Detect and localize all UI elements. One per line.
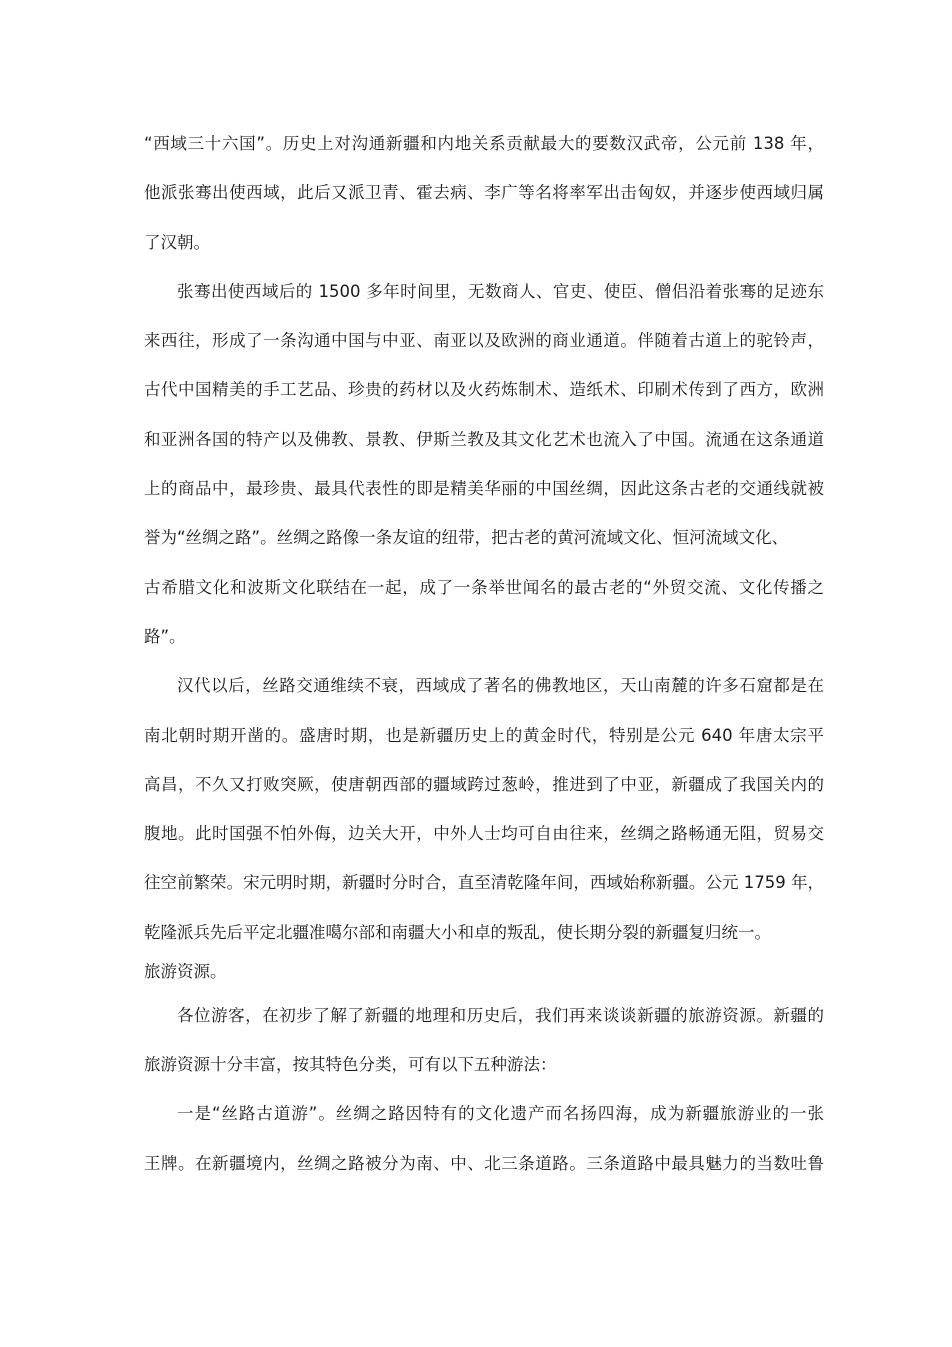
document-body [144,126,824,1195]
text-line: 了汉朝。 [144,232,210,252]
paragraph [144,998,824,1097]
paragraph [144,274,824,668]
text-line: 汉代以后，丝路交通维续不衰，西域成了著名的佛教地区，天山南麓的许多石窟都是在 [177,676,824,696]
text-line: 往空前繁荣。宋元明时期，新疆时分时合，直至清乾隆年间，西域始称新疆。公元 1759 年， [144,873,824,893]
text-line: 路”。 [144,626,186,646]
text-line: 各位游客，在初步了解了新疆的地理和历史后，我们再来谈谈新疆的旅游资源。新疆的 [177,1005,824,1025]
section-heading: 旅游资源。 [144,961,227,981]
text-line: “西域三十六国”。历史上对沟通新疆和内地关系贡献最大的要数汉武帝，公元前 138 年， [144,134,824,153]
text-line: 誉为“丝绸之路”。丝绸之路像一条友谊的纽带，把古老的黄河流域文化、恒河流域文化、 [144,528,789,548]
text-line: 高昌，不久又打败突厥，使唐朝西部的疆域跨过葱岭，推进到了中亚，新疆成了我国关内的 [144,774,824,794]
paragraph [144,1096,824,1195]
paragraph [144,954,824,998]
text-line: 张骞出使西域后的 1500 多年时间里，无数商人、官吏、使臣、僧侣沿着张骞的足迹东 [177,281,824,301]
paragraph [144,126,824,274]
text-line: 一是“丝路古道游”。丝绸之路因特有的文化遗产而名扬四海，成为新疆旅游业的一张 [177,1104,824,1124]
text-line: 古希腊文化和波斯文化联结在一起，成了一条举世闻名的最古老的“外贸交流、文化传播之 [144,577,824,597]
text-line: 旅游资源十分丰富，按其特色分类，可有以下五种游法： [144,1055,557,1075]
text-line: 和亚洲各国的特产以及佛教、景教、伊斯兰教及其文化艺术也流入了中国。流通在这条通道 [144,429,824,449]
text-line: 上的商品中，最珍贵、最具代表性的即是精美华丽的中国丝绸，因此这条古老的交通线就被 [144,479,824,499]
text-line: 来西往，形成了一条沟通中国与中亚、南亚以及欧洲的商业通道。伴随着古道上的驼铃声， [144,331,824,351]
text-line: 南北朝时期开凿的。盛唐时期，也是新疆历史上的黄金时代，特别是公元 640 年唐太宗平 [144,725,824,745]
text-line: 他派张骞出使西域，此后又派卫青、霍去病、李广等名将率军出击匈奴，并逐步使西域归属 [144,183,824,203]
text-line: 古代中国精美的手工艺品、珍贵的药材以及火药炼制术、造纸术、印刷术传到了西方，欧洲 [144,380,824,400]
text-line: 王牌。在新疆境内，丝绸之路被分为南、中、北三条道路。三条道路中最具魅力的当数吐鲁 [144,1153,824,1173]
paragraph [144,668,824,953]
text-line: 乾隆派兵先后平定北疆准噶尔部和南疆大小和卓的叛乱，使长期分裂的新疆复归统一。 [144,922,771,942]
text-line: 腹地。此时国强不怕外侮，边关大开，中外人士均可自由往来，丝绸之路畅通无阻，贸易交 [144,824,824,844]
